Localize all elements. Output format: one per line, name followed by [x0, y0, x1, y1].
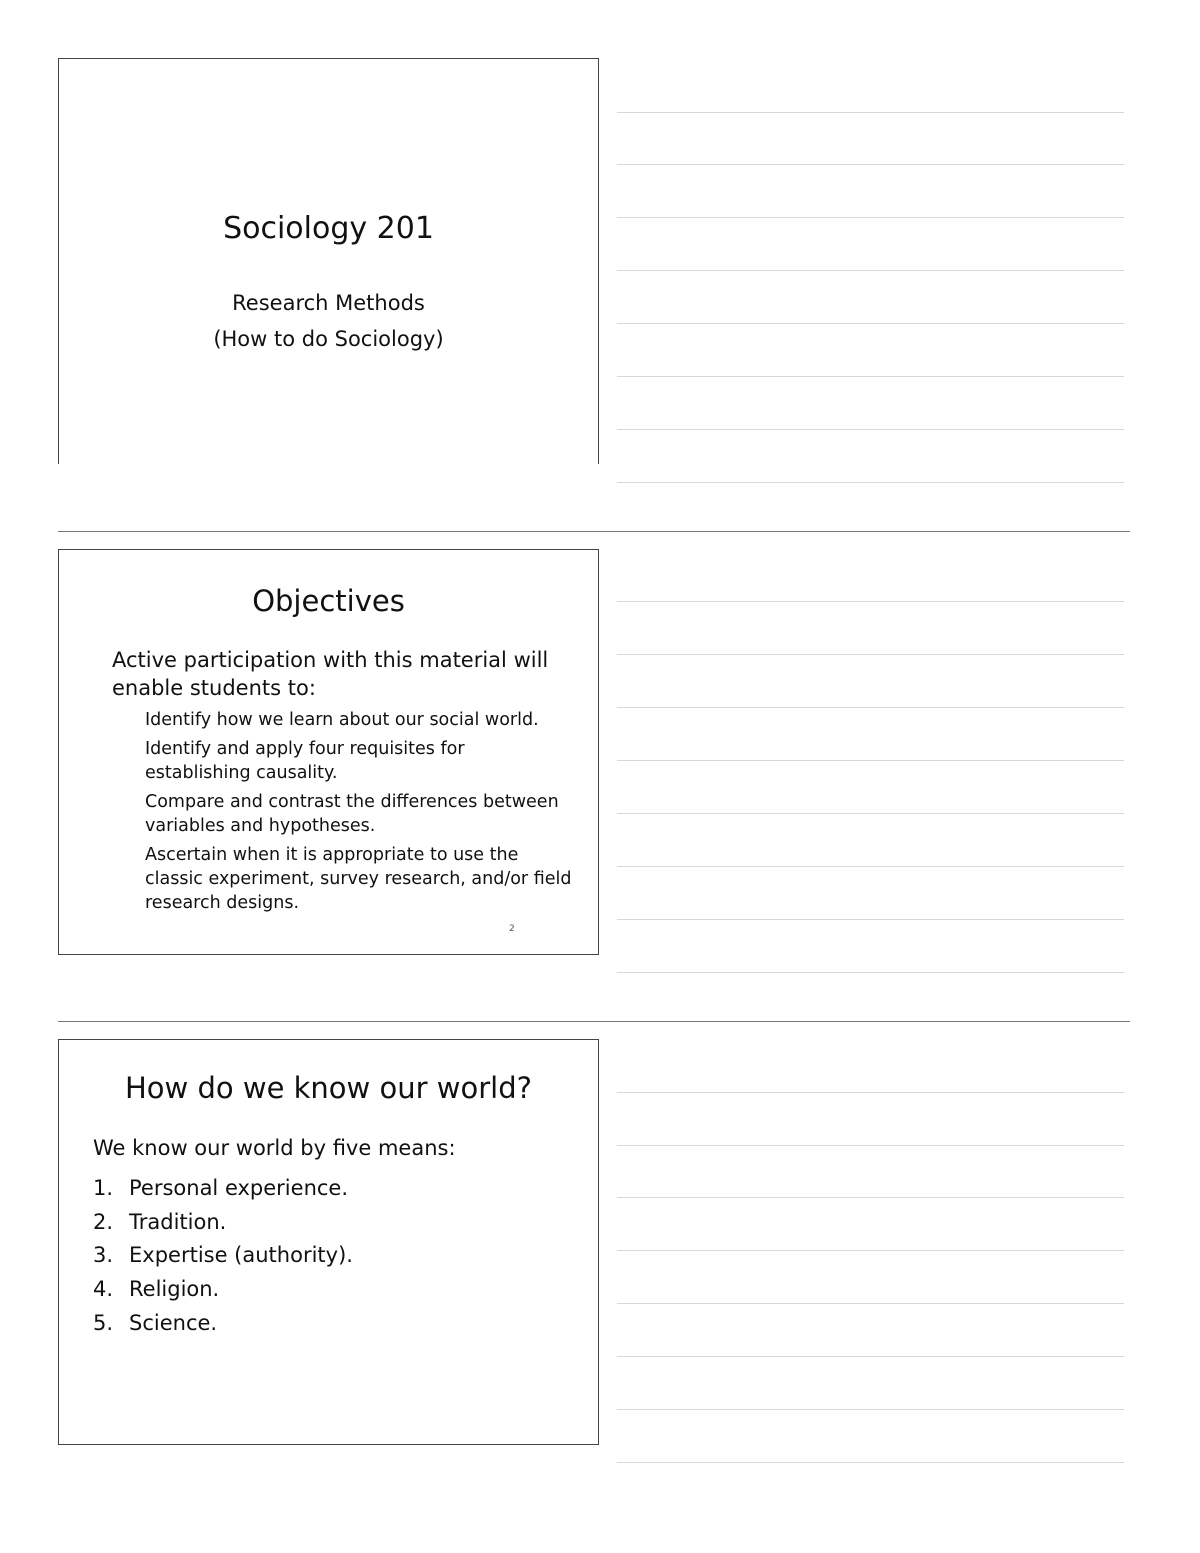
note-line	[617, 654, 1124, 655]
means-item-number: 3.	[93, 1243, 114, 1268]
means-item-text: Expertise (authority).	[129, 1243, 353, 1268]
slide-3	[58, 1039, 599, 1445]
means-item-number: 1.	[93, 1176, 114, 1200]
note-line	[617, 164, 1124, 165]
means-item-text: Personal experience.	[129, 1176, 349, 1200]
means-item	[93, 1206, 353, 1240]
means-list	[93, 1172, 353, 1340]
note-line	[617, 1356, 1124, 1357]
slide-2-intro: Active participation with this material will enable students to:	[112, 648, 549, 700]
note-line	[617, 1197, 1124, 1198]
means-item-number: 2.	[93, 1209, 114, 1234]
note-line	[617, 112, 1124, 113]
slide-number-mark: 2	[509, 924, 515, 934]
note-line	[617, 482, 1124, 483]
note-line	[617, 919, 1124, 920]
note-line	[617, 1092, 1124, 1093]
note-line	[617, 866, 1124, 867]
note-line	[617, 813, 1124, 814]
slide-1-title: Sociology 201	[223, 211, 434, 246]
objectives-list	[145, 708, 575, 920]
objective-item: Compare and contrast the differences between variables and hypotheses.	[145, 792, 559, 836]
slide-1	[58, 58, 599, 464]
slide-3-intro: We know our world by five means:	[93, 1136, 456, 1160]
note-line	[617, 601, 1124, 602]
means-item	[93, 1172, 353, 1206]
note-line	[617, 972, 1124, 973]
note-line	[617, 217, 1124, 218]
note-line	[617, 707, 1124, 708]
note-line	[617, 760, 1124, 761]
section-divider	[58, 531, 1130, 532]
note-line	[617, 1250, 1124, 1251]
means-item-text: Religion.	[129, 1277, 220, 1302]
slide-2-title: Objectives	[252, 584, 405, 618]
means-item-text: Tradition.	[129, 1209, 227, 1234]
means-item-text: Science.	[129, 1310, 218, 1335]
note-line	[617, 1303, 1124, 1304]
slide-1-subtitle-line-2: (How to do Sociology)	[213, 327, 444, 351]
means-item-number: 5.	[93, 1310, 114, 1335]
means-item	[93, 1273, 353, 1307]
note-line	[617, 1145, 1124, 1146]
slide-1-subtitle-line-1: Research Methods	[232, 291, 425, 315]
note-line	[617, 270, 1124, 271]
objective-item: Identify and apply four requisites for establishing causality.	[145, 739, 465, 783]
slide-3-title: How do we know our world?	[125, 1071, 532, 1105]
note-line	[617, 429, 1124, 430]
note-line	[617, 376, 1124, 377]
means-item	[93, 1307, 353, 1341]
note-line	[617, 1462, 1124, 1463]
means-item-number: 4.	[93, 1277, 114, 1302]
means-item	[93, 1239, 353, 1273]
slide-2	[58, 549, 599, 955]
note-line	[617, 323, 1124, 324]
section-divider	[58, 1021, 1130, 1022]
objective-item: Ascertain when it is appropriate to use the classic experiment, survey research, and/or field research designs.	[145, 845, 572, 913]
note-line	[617, 1409, 1124, 1410]
objective-item: Identify how we learn about our social world.	[145, 710, 539, 730]
